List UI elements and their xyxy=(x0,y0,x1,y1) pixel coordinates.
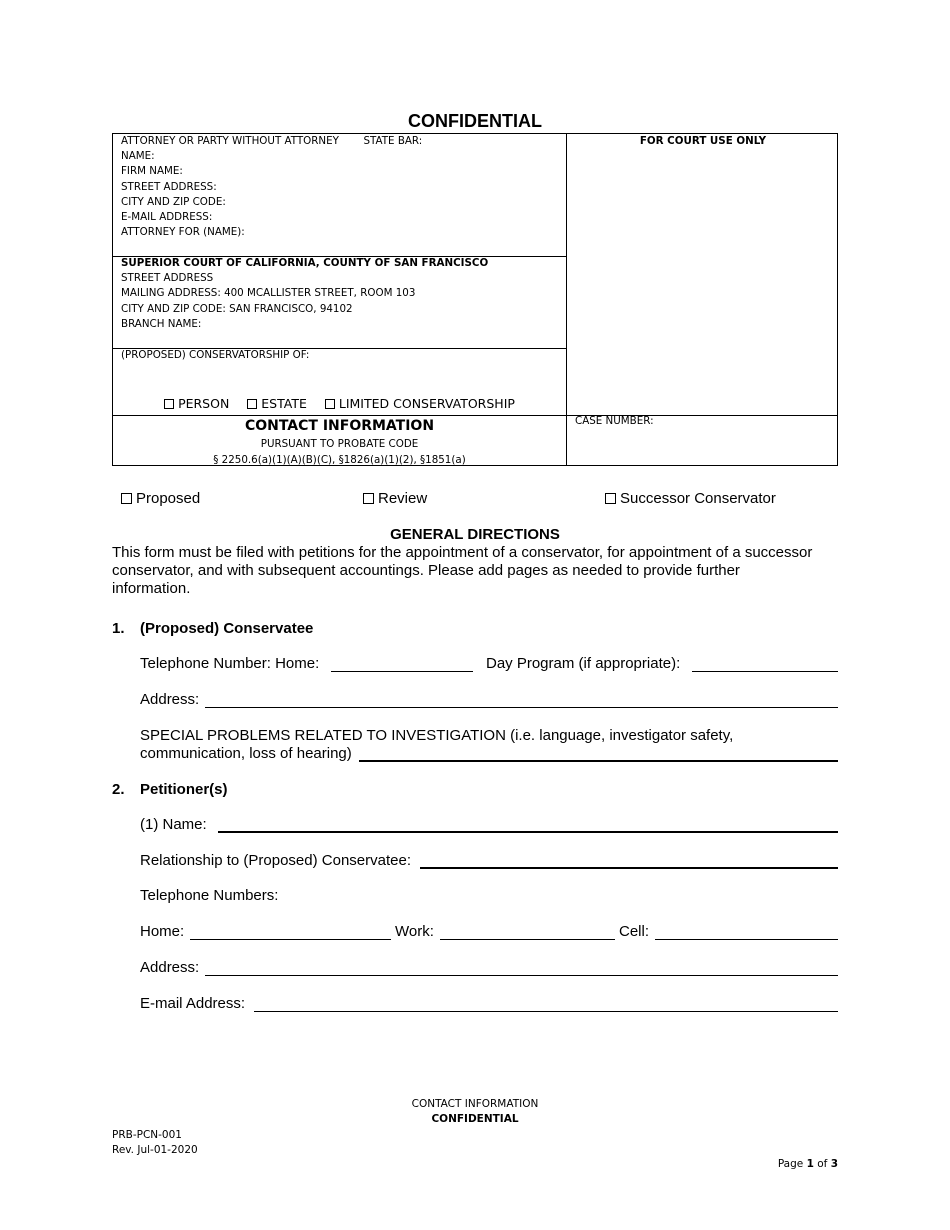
petitioner-name-field[interactable] xyxy=(218,831,838,833)
court-street: STREET ADDRESS xyxy=(121,272,214,285)
cell-phone-field[interactable] xyxy=(655,939,838,940)
successor-checkbox[interactable]: Successor Conservator xyxy=(605,490,776,507)
court-block xyxy=(121,256,488,332)
directions-heading: GENERAL DIRECTIONS xyxy=(390,526,560,543)
conservatee-phone-field[interactable] xyxy=(331,671,473,672)
page-number: Page 1 of 3 xyxy=(777,1158,838,1170)
directions-text xyxy=(112,544,812,598)
relationship-field[interactable] xyxy=(420,867,838,869)
conservatee-address-field[interactable] xyxy=(205,707,838,708)
street-label: STREET ADDRESS: xyxy=(121,180,217,193)
directions-line: conservator, and with subsequent accountings. Please add pages as needed to provide further xyxy=(112,562,740,579)
review-checkbox[interactable]: Review xyxy=(363,490,427,507)
form-title-block xyxy=(113,416,566,468)
directions-line: This form must be filed with petitions for the appointment of a conservator, for appointment of a successor xyxy=(112,544,813,561)
footer-confidential: CONFIDENTIAL xyxy=(431,1113,519,1125)
attorney-label: ATTORNEY OR PARTY WITHOUT ATTORNEY xyxy=(121,135,339,147)
limited-checkbox[interactable]: LIMITED CONSERVATORSHIP xyxy=(325,396,515,411)
conservatorship-options xyxy=(113,396,566,411)
form-title: CONTACT INFORMATION xyxy=(244,418,435,434)
court-branch: BRANCH NAME: xyxy=(121,317,202,330)
code-reference: § 2250.6(a)(1)(A)(B)(C), §1826(a)(1)(2), §1851(a) xyxy=(213,454,466,466)
petitioner-email-label: E-mail Address: xyxy=(140,995,246,1012)
work-phone-field[interactable] xyxy=(440,939,615,940)
city-label: CITY AND ZIP CODE: xyxy=(121,195,226,208)
caption-box xyxy=(112,133,838,466)
day-program-label: Day Program (if appropriate): xyxy=(486,655,681,672)
estate-checkbox[interactable]: ESTATE xyxy=(247,396,307,411)
home-phone-label: Home: xyxy=(140,923,185,940)
section-1-number: 1. xyxy=(112,620,125,637)
petitioner-address-label: Address: xyxy=(140,959,200,976)
person-checkbox[interactable]: PERSON xyxy=(164,396,229,411)
court-city: CITY AND ZIP CODE: SAN FRANCISCO, 94102 xyxy=(121,302,353,315)
conservatee-address-label: Address: xyxy=(140,691,200,708)
special-problems-line: SPECIAL PROBLEMS RELATED TO INVESTIGATION (i.e. language, investigator safety, xyxy=(140,727,734,744)
attorney-for-label: ATTORNEY FOR (NAME): xyxy=(121,226,245,239)
day-program-field[interactable] xyxy=(692,671,838,672)
state-bar-label: STATE BAR: xyxy=(363,135,423,147)
special-problems-label xyxy=(140,727,733,763)
home-phone-field[interactable] xyxy=(190,939,391,940)
firm-label: FIRM NAME: xyxy=(121,165,183,178)
section-2-title: Petitioner(s) xyxy=(140,781,228,798)
court-use-label: FOR COURT USE ONLY xyxy=(639,135,767,147)
section-2-number: 2. xyxy=(112,781,125,798)
special-problems-line: communication, loss of hearing) xyxy=(140,745,352,762)
name-label: NAME: xyxy=(121,150,155,163)
attorney-block xyxy=(121,134,422,240)
section-1-title: (Proposed) Conservatee xyxy=(140,620,314,637)
petitioner-email-field[interactable] xyxy=(254,1011,838,1012)
work-phone-label: Work: xyxy=(395,923,434,940)
conservatorship-label: (PROPOSED) CONSERVATORSHIP OF: xyxy=(121,349,310,361)
page-title: CONFIDENTIAL xyxy=(408,111,542,131)
conservatee-phone-label: Telephone Number: Home: xyxy=(140,655,320,672)
email-label: E-MAIL ADDRESS: xyxy=(121,211,213,224)
pursuant-text: PURSUANT TO PROBATE CODE xyxy=(260,438,419,450)
cell-phone-label: Cell: xyxy=(619,923,650,940)
revision-date: Rev. Jul-01-2020 xyxy=(112,1144,198,1156)
special-problems-field[interactable] xyxy=(359,760,838,762)
petitioner-name-label: (1) Name: xyxy=(140,816,207,833)
relationship-label: Relationship to (Proposed) Conservatee: xyxy=(140,852,411,869)
petitioner-address-field[interactable] xyxy=(205,975,838,976)
directions-line: information. xyxy=(112,580,191,597)
proposed-checkbox[interactable]: Proposed xyxy=(121,490,200,507)
telephone-numbers-label: Telephone Numbers: xyxy=(140,887,279,904)
form-code: PRB-PCN-001 xyxy=(112,1129,182,1141)
court-name: SUPERIOR COURT OF CALIFORNIA, COUNTY OF SAN FRANCISCO xyxy=(121,257,489,269)
court-mailing: MAILING ADDRESS: 400 MCALLISTER STREET, ROOM 103 xyxy=(121,287,416,300)
case-number-label: CASE NUMBER: xyxy=(575,415,654,427)
footer-form-name: CONTACT INFORMATION xyxy=(411,1098,539,1110)
